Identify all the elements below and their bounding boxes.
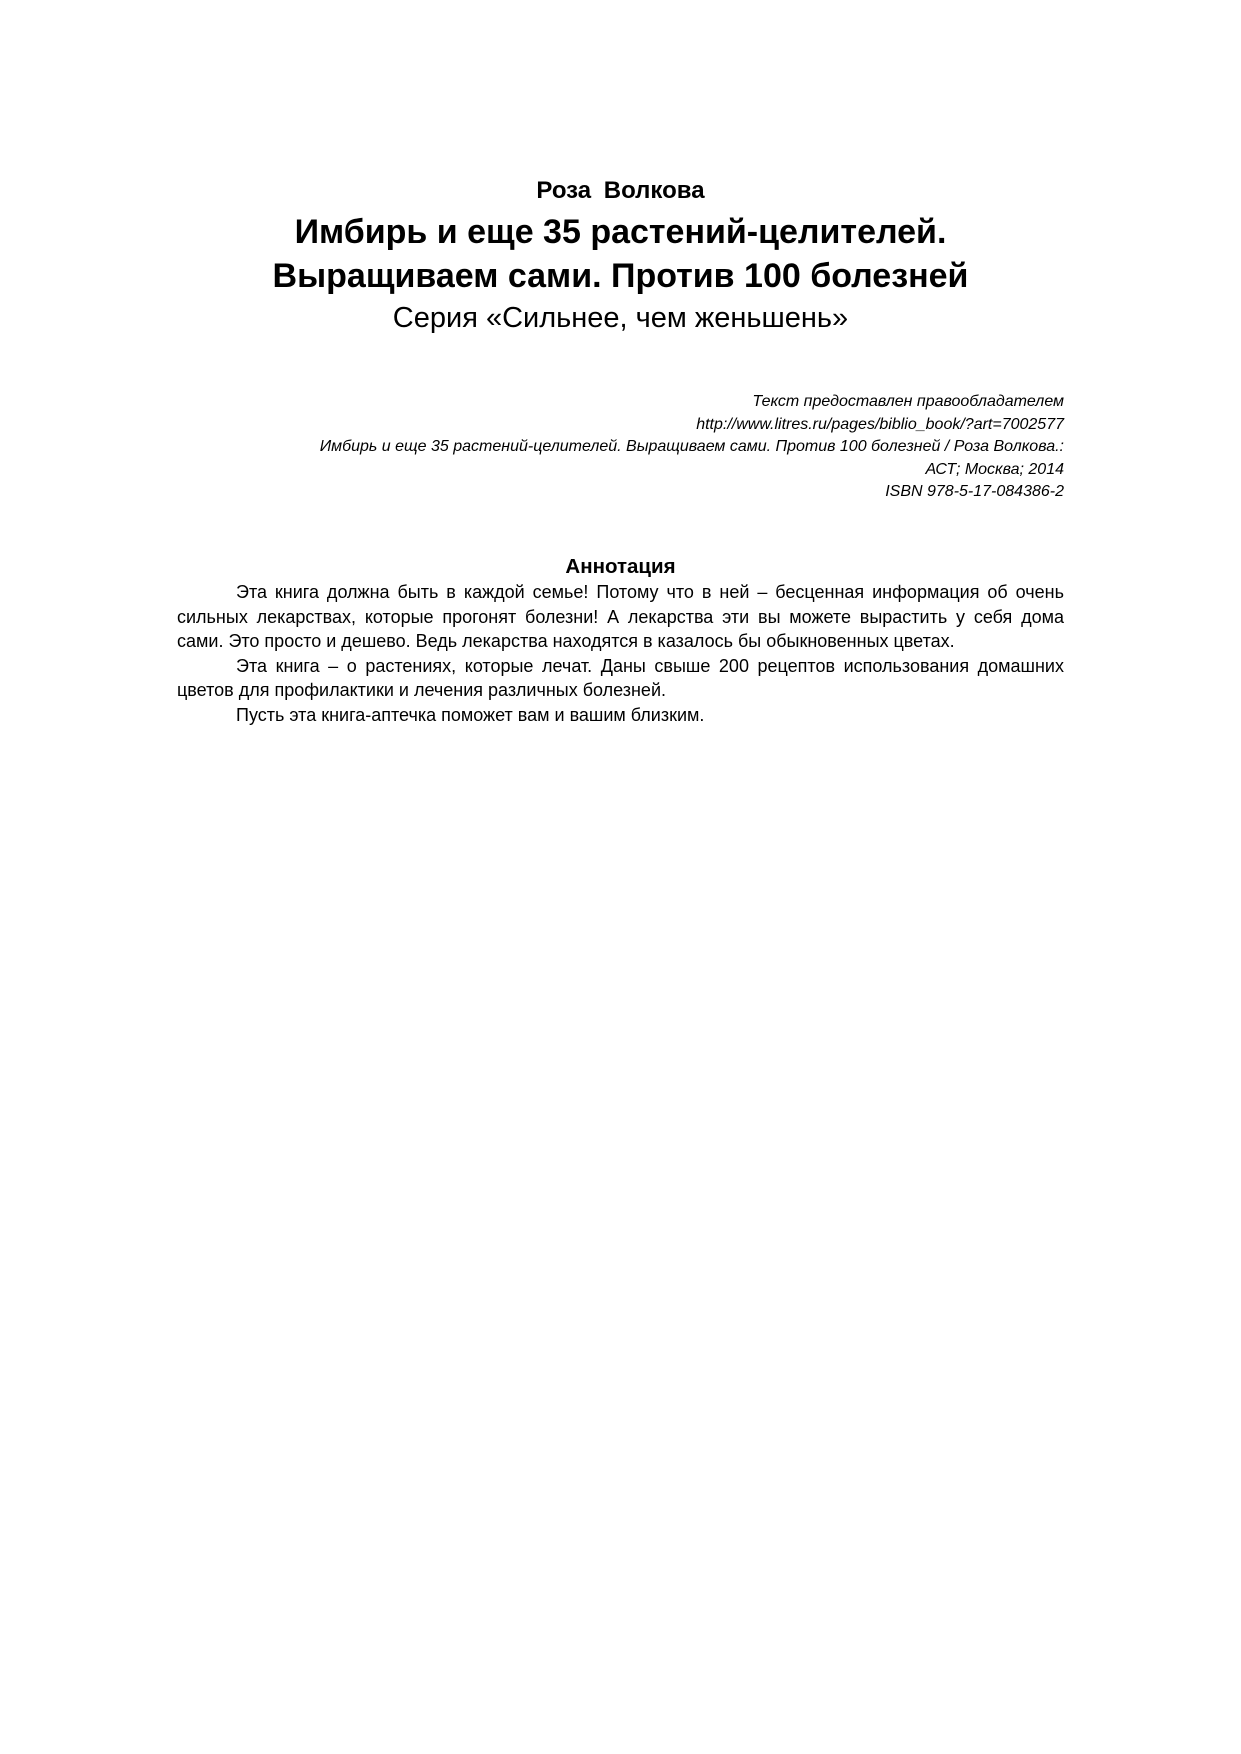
source-url: http://www.litres.ru/pages/biblio_book/?art=7002577 [696, 415, 1064, 433]
book-title-line: Имбирь и еще 35 растений-целителей. [294, 213, 947, 251]
book-title [177, 210, 1064, 298]
title-block [177, 176, 1064, 336]
annotation-paragraph: Пусть эта книга-аптечка поможет вам и вашим близким. [236, 704, 705, 725]
annotation-heading: Аннотация [565, 555, 676, 578]
publication-info [177, 391, 1064, 504]
bibliographic-citation: Имбирь и еще 35 растений-целителей. Выращиваем сами. Против 100 болезней / Роза Волкова.: [319, 438, 1064, 455]
annotation-section [177, 554, 1064, 728]
rights-holder-note: Текст предоставлен правообладателем [752, 393, 1064, 410]
annotation-paragraph: Эта книга должна быть в каждой семье! Потому что в ней – бесценная информация об очень сильных лекарствах, которые прогонят болезни! А лекарства эти вы можете вырастить у себя дома сами. Это просто и дешево. Ведь лекарства находятся в казалось бы обыкновенных цветах. [177, 582, 1064, 652]
isbn: ISBN 978-5-17-084386-2 [885, 483, 1064, 500]
book-title-line: Выращиваем сами. Против 100 болезней [272, 257, 969, 295]
publisher-info: АСТ; Москва; 2014 [925, 460, 1064, 478]
series-title: Серия «Сильнее, чем женьшень» [392, 302, 849, 334]
author-name: Роза Волкова [536, 177, 705, 204]
annotation-paragraph: Эта книга – о растениях, которые лечат. Даны свыше 200 рецептов использования домашних цветов для профилактики и лечения различных болезней. [177, 655, 1064, 701]
